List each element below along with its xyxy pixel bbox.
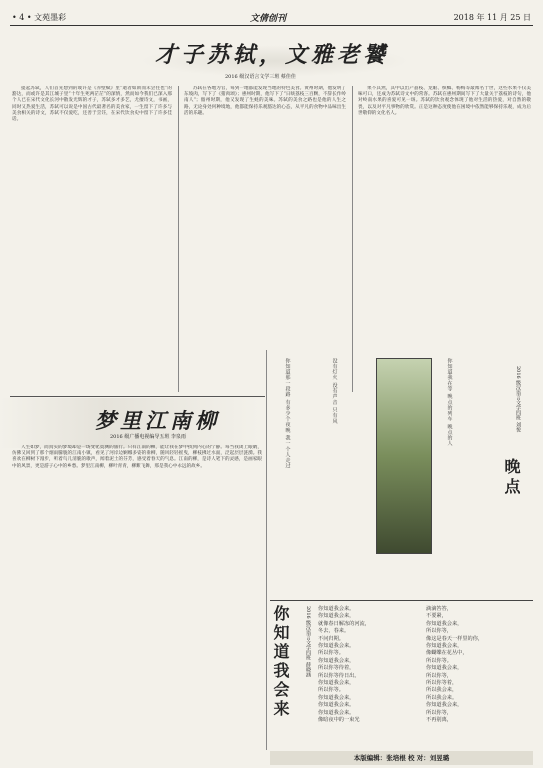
page-footer: 本版编辑：张培根 校 对：刘昱璐 xyxy=(270,751,533,765)
poem2-column-b: 滴滴答答， 不要紧， 你知道我会来， 所以你等， 像这是春天一样里的你， 你知道我会来， 像蝴蝶在花丛中， 所以你等。 你知道我会来， 所以你等， 所以你等着， 所以我会来， 所以我会来。 你知道我会来， 所以你等， 不再别离， xyxy=(426,606,484,724)
article2-body: 人生如梦，而真实的梦境却是一场变化莫测的旅行。只有江南的柳，能让我在梦中找到内心的宁静。每当我闭上眼睛，仿佛又回到了那个烟雨朦胧的江南小镇，看见了河岸边婀娜多姿的垂柳，随风轻轻摇曳，柳枝拂过水面，泛起层层涟漪。我喜欢在柳树下漫步，听着鸟儿清脆的歌声，闻着泥土的芬芳，感受着春天的气息。江南的柳，是诗人笔下的灵感，是画家眼中的风景，更是游子心中的乡愁。梦里江南柳，柳叶青青，柳絮飞舞，那是我心中永远的故乡。 xyxy=(12,445,262,469)
column-divider xyxy=(266,350,267,750)
column-divider xyxy=(178,86,179,392)
poem1-lines-c: 你知道我在等 晚点的列车 晚点的人 xyxy=(446,358,453,447)
poem2-byline: 2016 级汉语言文学四班 薛晓涵 xyxy=(305,606,311,677)
issue-date: 2018 年 11 月 25 日 xyxy=(453,13,531,22)
poem-photo xyxy=(376,358,432,554)
page-header xyxy=(10,10,533,26)
section-divider xyxy=(10,396,265,397)
article1-byline: 2016 级汉语言文学三班 蔡佳佳 xyxy=(225,74,296,80)
article1-title: 才子苏轼，文雅老饕 xyxy=(155,42,390,68)
masthead: 文倩创刊 xyxy=(250,14,287,24)
poem1-byline: 2016 级汉语言文学四班 刘悦 xyxy=(515,366,521,432)
article1-column-2: 苏轼在各地为官，每到一地都能发现当地的特色美食。黄州时期，他发明了东坡肉，写下了《猪肉颂》；惠州时期，他写下了“日啖荔枝三百颗，不辞长作岭南人”；儋州时期，他又发现了生蚝的美味。苏轼的美食之路也是他的人生之路，无论身处何种境地，他都能保持乐观豁达的心态，从平凡的食物中品味出生活的乐趣。 xyxy=(184,86,346,116)
article1-column-1: 提起苏轼，人们首先想到的或许是《赤壁赋》里“逝者如斯而未尝往也”的豁达，而或许是其江城子里“十年生死两茫茫”的深情，然而如今我们已深入那个人已在宋代文化长河中散发光辉的才子，苏轼多才多艺，尤擅诗文，书画，同时又热爱生活，苏轼可以说是中国古代最著名的美食家，一生留下了许多与美食相关的诗文，苏轼不仅爱吃，还善于烹饪，在宋代饮食史中留下了许多佳话。 xyxy=(12,86,172,123)
article1-column-3: 果不其然，其中以出产荔枝、龙眼、槟榔、杨梅等最闻名于世，这些水果不仅美味可口，还成为苏轼诗文中的常客。苏轼在惠州期间写下了大量关于荔枝的诗句，他对岭南水果的喜爱可见一斑。苏轼的饮食观念体现了他对生活的热爱，对自然的敬畏，以及对平凡事物的欣赏。正是这种态度使他在困境中依然能够保持乐观，成为后世敬仰的文化名人。 xyxy=(358,86,531,116)
article2-byline: 2016 级广播电视编导五班 李泉雨 xyxy=(110,434,186,440)
poem2-column-a: 你知道我会来。 你知道我会来， 就像春日解冻的河流， 冬去，春来。 不问归期。 你知道我会来。 所以你等。 你知道我会来， 所以你等待着， 所以你等待日出。 你知道我会来， 所以你等。 你知道我会来， 你知道我会来。 你知道我会来。 像暗夜中的一束光 xyxy=(318,606,370,724)
poem1-lines-b: 没有灯火 没有声音 只有风 xyxy=(331,358,338,425)
poem2-title: 你知道我会来 xyxy=(271,605,290,719)
column-divider xyxy=(352,86,353,392)
article2-title: 梦里江南柳 xyxy=(95,408,220,433)
poem1-title: 晚点 xyxy=(502,458,521,498)
poem1-lines-a: 你知道那一段路 有多少个夜晚 我一个人走过 xyxy=(284,358,291,469)
page-section: • 4 • 文苑墨彩 xyxy=(12,13,67,22)
